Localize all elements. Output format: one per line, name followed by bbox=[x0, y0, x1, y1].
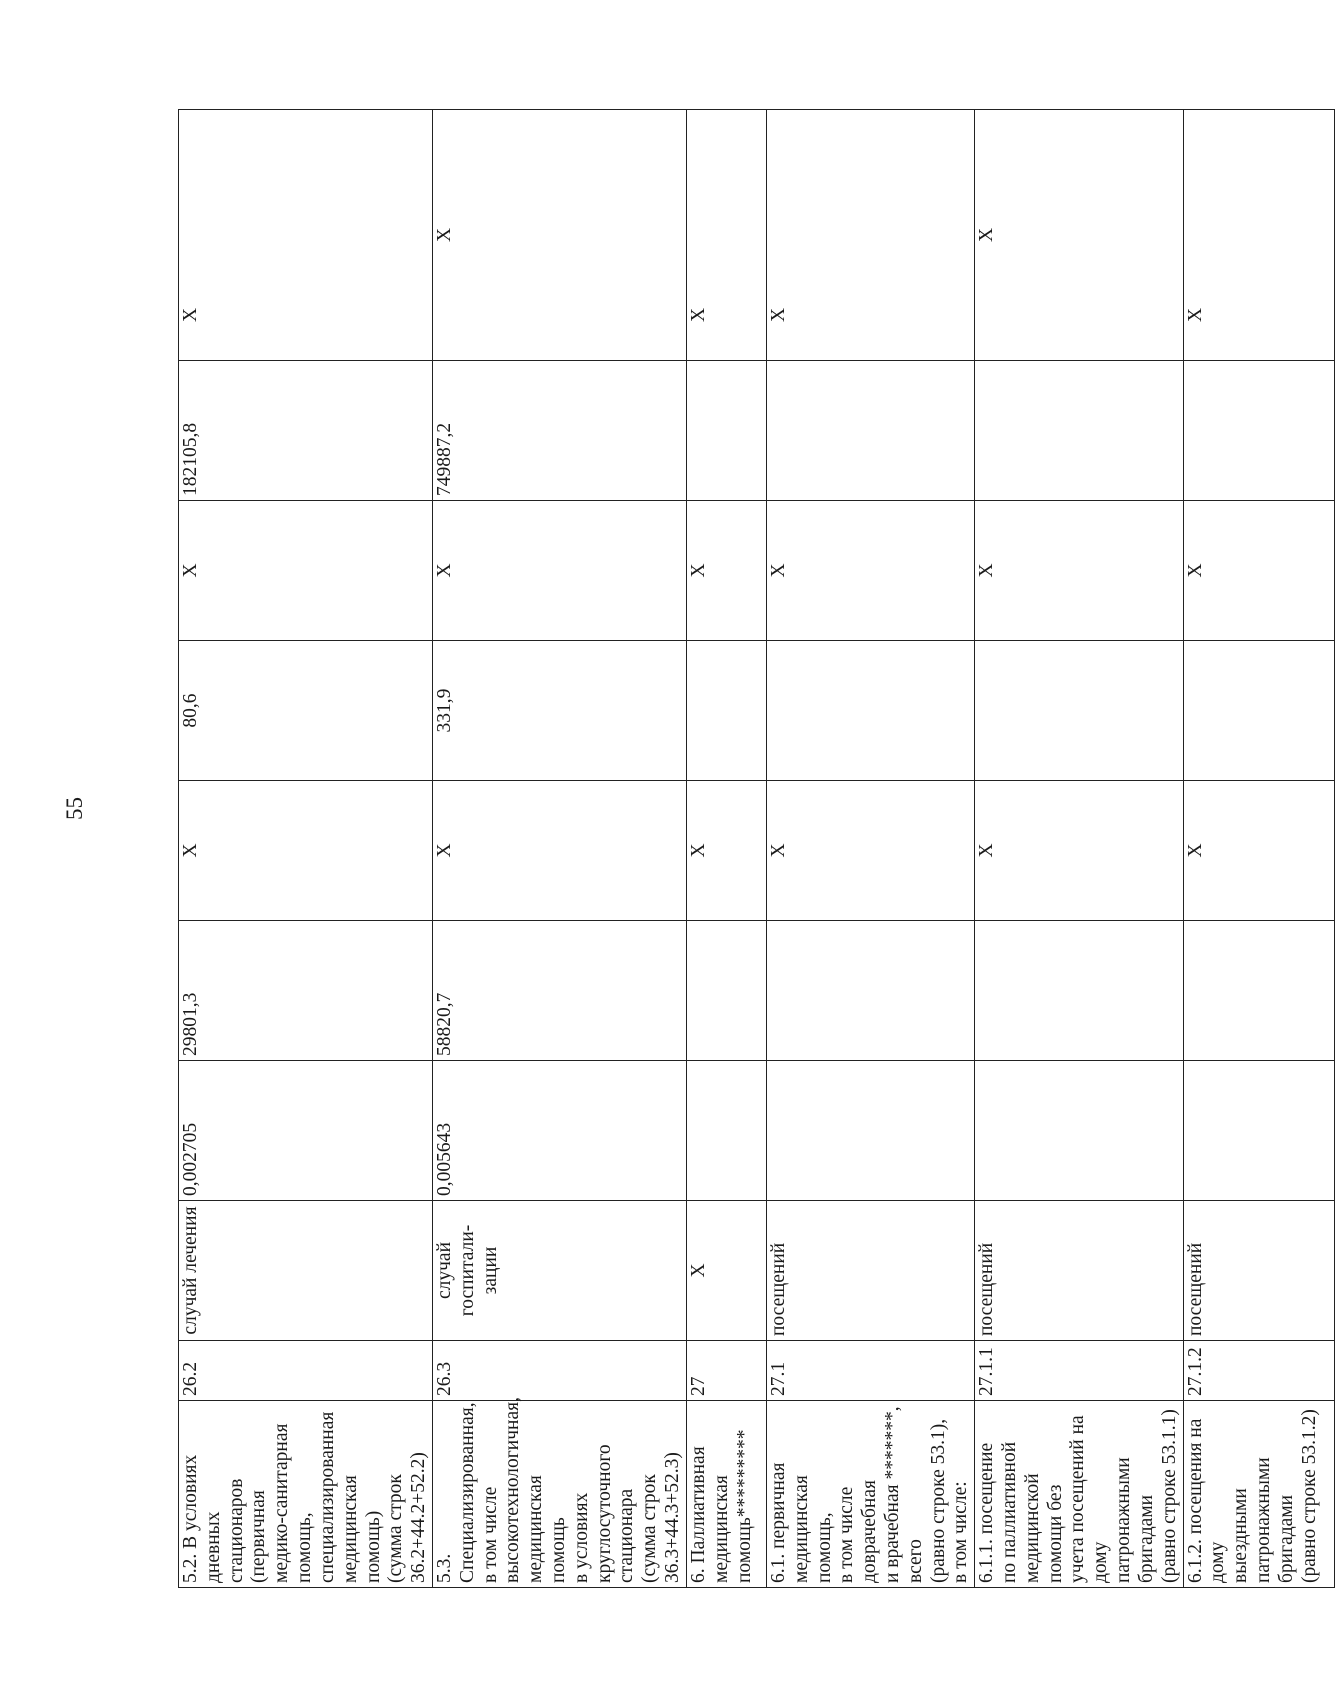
row-name-line: специализированная bbox=[316, 1411, 338, 1583]
row-name-line: патронажными бригадами bbox=[1113, 1457, 1157, 1583]
cell-value bbox=[766, 641, 974, 781]
financing-table bbox=[178, 109, 1335, 1588]
cell-value: X bbox=[766, 110, 974, 361]
row-name-line: 6.1. первичная bbox=[767, 1462, 789, 1583]
row-name-line: 36.2+44.2+52.2) bbox=[408, 1452, 430, 1583]
cell-value bbox=[686, 921, 766, 1061]
cell-value bbox=[766, 921, 974, 1061]
row-name-line: медицинской помощи без bbox=[1021, 1473, 1066, 1583]
row-name-line: медицинская помощь bbox=[525, 1475, 569, 1583]
cell-value: X bbox=[179, 781, 433, 921]
cell-value bbox=[1183, 641, 1334, 781]
cell-value bbox=[975, 641, 1183, 781]
row-name-line: выездными патронажными bbox=[1230, 1457, 1274, 1583]
row-name-line: 5.2. В условиях дневных bbox=[180, 1454, 224, 1583]
row-name-line: медико-санитарная помощь, bbox=[271, 1423, 316, 1583]
row-name-line: бригадами bbox=[1275, 1494, 1297, 1583]
cell-value: X bbox=[179, 501, 433, 641]
row-name-line: стационара bbox=[616, 1488, 638, 1583]
cell-value: 0,002705 bbox=[179, 1061, 433, 1201]
cell-value bbox=[1183, 361, 1334, 501]
row-name-line: в том числе: bbox=[950, 1481, 972, 1583]
row-name-cell bbox=[432, 1397, 686, 1588]
cell-value bbox=[766, 1061, 974, 1201]
page-number: 55 bbox=[62, 797, 87, 820]
cell-value bbox=[766, 361, 974, 501]
row-code: 26.3 bbox=[432, 1341, 686, 1401]
table-row bbox=[766, 110, 974, 1588]
cell-value bbox=[686, 1061, 766, 1201]
row-unit: X bbox=[686, 1201, 766, 1341]
row-name-cell bbox=[179, 1401, 433, 1588]
cell-value: X bbox=[766, 781, 974, 921]
row-name-line: медицинская помощь) bbox=[339, 1475, 384, 1583]
rotated-table-container bbox=[178, 110, 1320, 1588]
row-unit: посещений bbox=[975, 1201, 1183, 1341]
cell-value: 331,9 bbox=[432, 641, 686, 781]
cell-value: X bbox=[975, 781, 1183, 921]
row-name-line: (равно строке 53.1), bbox=[927, 1418, 949, 1583]
row-name-line: в том числе bbox=[479, 1486, 501, 1583]
cell-value bbox=[1183, 921, 1334, 1061]
cell-value bbox=[975, 1061, 1183, 1201]
cell-value bbox=[686, 361, 766, 501]
cell-value bbox=[686, 641, 766, 781]
row-name-line: и врачебная *******, всего bbox=[881, 1406, 926, 1583]
row-code: 27.1.2 bbox=[1183, 1341, 1334, 1401]
row-name-line: учета посещений на дому bbox=[1067, 1415, 1112, 1583]
row-name-line: (равно строке 53.1.2) bbox=[1298, 1409, 1320, 1583]
row-name-line: помощь********* bbox=[733, 1429, 755, 1583]
table-row bbox=[975, 110, 1183, 1588]
cell-value: X bbox=[1183, 781, 1334, 921]
row-unit: посещений bbox=[1183, 1201, 1334, 1341]
row-name-cell bbox=[766, 1401, 974, 1588]
cell-value: X bbox=[1183, 110, 1334, 361]
row-name-line: медицинская bbox=[710, 1475, 732, 1583]
cell-value: X bbox=[179, 110, 433, 361]
row-name-line: 6.1.1. посещение bbox=[976, 1442, 998, 1583]
cell-value: X bbox=[975, 501, 1183, 641]
row-name-line: по паллиативной bbox=[999, 1441, 1020, 1583]
cell-value: 182105,8 bbox=[179, 361, 433, 501]
row-name-line: круглосуточного bbox=[593, 1444, 615, 1583]
row-name-line: 36.3+44.3+52.3) bbox=[662, 1452, 684, 1583]
row-code: 26.2 bbox=[179, 1341, 433, 1401]
cell-value: 29801,3 bbox=[179, 921, 433, 1061]
table-row bbox=[432, 110, 686, 1588]
row-name-cell bbox=[686, 1401, 766, 1588]
cell-value: 749887,2 bbox=[432, 361, 686, 501]
row-name-line: медицинская помощь, bbox=[790, 1475, 835, 1583]
row-name-line: (сумма строк bbox=[385, 1474, 407, 1583]
cell-value: X bbox=[766, 501, 974, 641]
cell-value: 80,6 bbox=[179, 641, 433, 781]
table-row bbox=[179, 110, 433, 1588]
row-code: 27 bbox=[686, 1341, 766, 1401]
row-name-line: стационаров (первичная bbox=[225, 1478, 270, 1583]
cell-value: X bbox=[432, 110, 686, 361]
row-code: 27.1.1 bbox=[975, 1341, 1183, 1401]
row-name-line: высокотехнологичная, bbox=[502, 1397, 524, 1583]
row-name-cell bbox=[1183, 1401, 1334, 1588]
row-name-line: 6.1.2. посещения на дому bbox=[1184, 1418, 1229, 1583]
row-name-line: (сумма строк bbox=[639, 1474, 661, 1583]
cell-value: X bbox=[975, 110, 1183, 361]
row-name-line: 6. Паллиативная bbox=[687, 1446, 709, 1583]
cell-value: X bbox=[686, 501, 766, 641]
row-name-line: 5.3. Специализированная, bbox=[433, 1402, 478, 1583]
table-row bbox=[1183, 110, 1334, 1588]
row-unit: посещений bbox=[766, 1201, 974, 1341]
row-unit: случай лечения bbox=[179, 1201, 433, 1341]
cell-value bbox=[975, 361, 1183, 501]
row-code: 27.1 bbox=[766, 1341, 974, 1401]
row-name-cell bbox=[975, 1401, 1183, 1588]
row-name-line: в том числе доврачебная bbox=[836, 1480, 881, 1583]
cell-value bbox=[975, 921, 1183, 1061]
cell-value: X bbox=[686, 781, 766, 921]
cell-value bbox=[1183, 1061, 1334, 1201]
cell-value: 0,005643 bbox=[432, 1061, 686, 1201]
cell-value: X bbox=[432, 501, 686, 641]
cell-value: 58820,7 bbox=[432, 921, 686, 1061]
row-name-line: (равно строке 53.1.1) bbox=[1158, 1409, 1180, 1583]
table-row bbox=[686, 110, 766, 1588]
cell-value: X bbox=[432, 781, 686, 921]
cell-value: X bbox=[1183, 501, 1334, 641]
cell-value: X bbox=[686, 110, 766, 361]
row-unit: случай госпитали-зации bbox=[432, 1201, 686, 1341]
row-name-line: в условиях bbox=[570, 1492, 592, 1583]
